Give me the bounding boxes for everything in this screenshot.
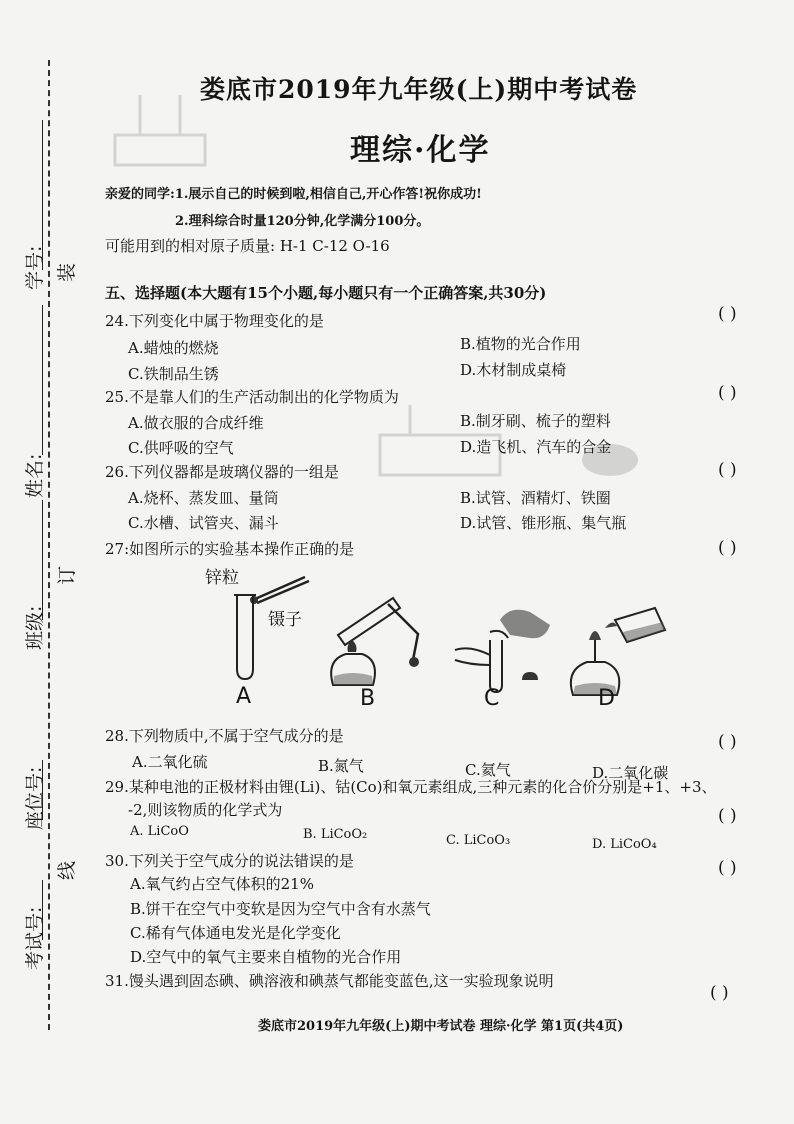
figure-c-pouring — [450, 600, 560, 700]
class-label: 班级: — [24, 605, 46, 650]
option-24-a: A.蜡烛的燃烧 — [128, 339, 219, 357]
answer-slot-24[interactable]: ( ) — [718, 304, 737, 324]
class-line — [42, 500, 43, 620]
binding-mark-xian: 线 — [56, 860, 78, 880]
question-27-stem: 27:如图所示的实验基本操作正确的是 — [105, 540, 355, 558]
bleed-through-ghost — [100, 95, 220, 175]
option-25-c: C.供呼吸的空气 — [128, 439, 234, 457]
question-29-stem-cont: -2,则该物质的化学式为 — [128, 801, 283, 819]
option-25-d: D.造飞机、汽车的合金 — [460, 438, 612, 456]
time-note: 2.理科综合时量120分钟,化学满分100分。 — [175, 214, 430, 229]
question-29-stem: 29.某种电池的正极材料由锂(Li)、钴(Co)和氧元素组成,三种元素的化合价分别是+1、+3、 — [105, 778, 717, 796]
option-28-b: B.氮气 — [318, 757, 364, 775]
answer-slot-27[interactable]: ( ) — [718, 538, 737, 558]
answer-slot-26[interactable]: ( ) — [718, 460, 737, 480]
binding-dashed-line — [48, 60, 50, 1030]
question-24-stem: 24.下列变化中属于物理变化的是 — [105, 312, 324, 330]
figure-a-test-tube — [225, 565, 315, 685]
option-30-d: D.空气中的氧气主要来自植物的光合作用 — [130, 948, 402, 966]
seat-label: 座位号: — [24, 766, 46, 830]
question-28-stem: 28.下列物质中,不属于空气成分的是 — [105, 727, 344, 745]
option-24-b: B.植物的光合作用 — [460, 335, 581, 353]
option-28-a: A.二氧化硫 — [132, 753, 208, 771]
figure-letter-c: C — [484, 686, 500, 711]
question-31-stem: 31.馒头遇到固态碘、碘溶液和碘蒸气都能变蓝色,这一实验现象说明 — [105, 972, 554, 990]
option-29-b: B. LiCoO₂ — [303, 827, 368, 842]
name-line — [42, 305, 43, 455]
option-28-c: C.氦气 — [465, 761, 511, 779]
binding-mark-zhuang: 装 — [56, 262, 78, 282]
option-26-d: D.试管、锥形瓶、集气瓶 — [460, 514, 627, 532]
option-29-c: C. LiCoO₃ — [446, 833, 511, 848]
exam-subtitle: 理综·化学 — [350, 133, 491, 168]
figure-d-lamp-lighting — [565, 600, 675, 700]
name-label: 姓名: — [24, 453, 46, 498]
binding-mark-ding: 订 — [56, 565, 78, 585]
answer-slot-28[interactable]: ( ) — [718, 732, 737, 752]
option-26-b: B.试管、酒精灯、铁圈 — [460, 489, 611, 507]
section-heading: 五、选择题(本大题有15个小题,每小题只有一个正确答案,共30分) — [105, 284, 547, 302]
option-24-c: C.铁制品生锈 — [128, 365, 219, 383]
option-25-a: A.做衣服的合成纤维 — [128, 414, 264, 432]
answer-slot-25[interactable]: ( ) — [718, 383, 737, 403]
greeting-note: 亲爱的同学:1.展示自己的时候到啦,相信自己,开心作答!祝你成功! — [105, 187, 482, 202]
question-25-stem: 25.不是靠人们的生产活动制出的化学物质为 — [105, 388, 399, 406]
answer-slot-30[interactable]: ( ) — [718, 858, 737, 878]
page-footer: 娄底市2019年九年级(上)期中考试卷 理综·化学 第1页(共4页) — [258, 1019, 624, 1034]
option-25-b: B.制牙刷、梳子的塑料 — [460, 412, 611, 430]
atomic-mass-note: 可能用到的相对原子质量: H-1 C-12 O-16 — [105, 237, 390, 255]
zinc-granule-label: 锌粒 — [205, 568, 239, 588]
answer-slot-31[interactable]: ( ) — [710, 983, 729, 1003]
option-24-d: D.木材制成桌椅 — [460, 361, 567, 379]
student-id-label: 学号: — [24, 245, 46, 290]
option-30-c: C.稀有气体通电发光是化学变化 — [130, 924, 341, 942]
figure-letter-a: A — [236, 684, 252, 709]
exam-title: 娄底市2019年九年级(上)期中考试卷 — [200, 75, 638, 104]
option-26-a: A.烧杯、蒸发皿、量筒 — [128, 489, 279, 507]
figure-letter-b: B — [360, 686, 376, 711]
figure-letter-d: D — [598, 686, 615, 711]
exam-no-label: 考试号: — [24, 906, 46, 970]
answer-slot-29[interactable]: ( ) — [718, 806, 737, 826]
tweezers-label: 镊子 — [268, 610, 302, 630]
option-29-a: A. LiCoO — [130, 824, 189, 839]
question-26-stem: 26.下列仪器都是玻璃仪器的一组是 — [105, 463, 339, 481]
option-26-c: C.水槽、试管夹、漏斗 — [128, 514, 279, 532]
option-28-d: D.二氧化碳 — [592, 764, 669, 782]
option-30-b: B.饼干在空气中变软是因为空气中含有水蒸气 — [130, 900, 431, 918]
option-30-a: A.氧气约占空气体积的21% — [130, 875, 314, 893]
figure-b-heating-tube — [318, 590, 428, 690]
question-30-stem: 30.下列关于空气成分的说法错误的是 — [105, 852, 354, 870]
option-29-d: D. LiCoO₄ — [592, 837, 657, 852]
